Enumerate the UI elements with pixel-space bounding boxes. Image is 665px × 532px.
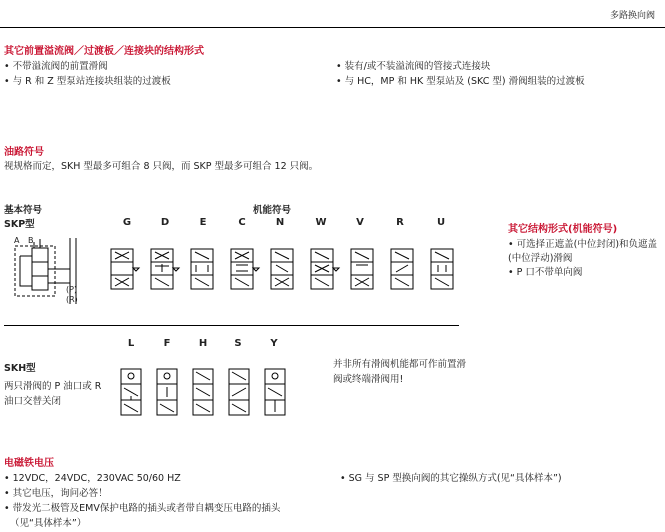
other-struct-line-3: • P 口不带单向阀 — [508, 267, 583, 278]
valve-symbol-icon — [350, 248, 382, 290]
sec3-left-2: • 其它电压，询问必答！ — [4, 488, 108, 499]
sec1-left-2: • 与 R 和 Z 型泵站连接块组装的过渡板 — [4, 76, 171, 87]
func-symbol-f — [156, 368, 180, 418]
func-symbol-w — [310, 248, 342, 290]
page-header-right: 多路换向阀 — [610, 11, 656, 21]
func-symbol-d — [150, 248, 182, 290]
sec2-text: 视规格而定，SKH 型最多可组合 8 只阀，而 SKP 型最多可组合 12 只阀。 — [4, 161, 319, 172]
func-symbol-u — [430, 248, 462, 290]
func-symbol-v — [350, 248, 382, 290]
sec3-left-3: • 带发光二极管及EMV保护电路的插头或者带自耦变压电路的插头 — [4, 503, 281, 514]
func-symbol-l — [120, 368, 144, 418]
func-letter-l: L — [127, 338, 135, 349]
valve-symbol-icon — [192, 368, 216, 418]
note-line-2: 阀或终端滑阀用! — [333, 374, 404, 385]
func-symbol-c — [230, 248, 262, 290]
port-a: A — [14, 236, 20, 245]
valve-symbol-icon — [264, 368, 288, 418]
func-letter-r: R — [396, 217, 404, 228]
port-p: (P) — [66, 285, 78, 294]
other-struct-title: 其它结构形式(机能符号) — [508, 224, 618, 235]
sec1-right-1: • 装有/或不装溢流阀的管接式连接块 — [336, 61, 491, 72]
valve-symbol-icon — [156, 368, 180, 418]
skh-line-1: 两只滑阀的 P 油口或 R — [4, 381, 102, 392]
func-symbol-y — [264, 368, 288, 418]
func-letter-w: W — [315, 217, 327, 228]
func-symbol-g — [110, 248, 142, 290]
other-struct-line-2: (中位浮动)滑阀 — [508, 253, 573, 264]
func-symbol-e — [190, 248, 222, 290]
func-letter-y: Y — [270, 338, 278, 349]
sec1-left-1: • 不带溢流阀的前置滑阀 — [4, 61, 108, 72]
note-line-1: 并非所有滑阀机能都可作前置滑 — [333, 359, 467, 370]
func-letter-h: H — [198, 338, 208, 349]
func-symbol-n — [270, 248, 302, 290]
func-letter-d: D — [160, 217, 170, 228]
valve-symbol-icon — [110, 248, 142, 290]
valve-symbol-icon — [120, 368, 144, 418]
func-symbol-s — [228, 368, 252, 418]
function-heading: 机能符号 — [253, 205, 292, 216]
func-symbol-r — [390, 248, 422, 290]
func-letter-g: G — [122, 217, 132, 228]
sec3-left-1: • 12VDC，24VDC，230VAC 50/60 HZ — [4, 473, 181, 484]
valve-symbol-icon — [390, 248, 422, 290]
skh-title: SKH型 — [4, 363, 36, 374]
func-letter-v: V — [356, 217, 364, 228]
func-symbol-h — [192, 368, 216, 418]
valve-symbol-icon — [310, 248, 342, 290]
skp-label: SKP型 — [4, 219, 35, 230]
sec2-title: 油路符号 — [4, 147, 44, 158]
sec1-title: 其它前置溢流阀／过渡板／连接块的结构形式 — [4, 46, 204, 57]
func-letter-u: U — [436, 217, 446, 228]
func-letter-e: E — [199, 217, 207, 228]
sec3-right-1: • SG 与 SP 型换向阀的其它操纵方式(见“具体样本”) — [340, 473, 562, 484]
sec3-left-4: （见“具体样本”） — [10, 518, 87, 529]
valve-symbol-icon — [270, 248, 302, 290]
func-letter-c: C — [238, 217, 246, 228]
func-letter-f: F — [163, 338, 171, 349]
func-letter-n: N — [275, 217, 285, 228]
port-b: B — [28, 236, 34, 245]
other-struct-line-1: • 可选择正遮盖(中位封闭)和负遮盖 — [508, 239, 658, 250]
func-letter-s: S — [234, 338, 242, 349]
skh-line-2: 油口交替关闭 — [4, 396, 62, 407]
header-rule — [0, 27, 665, 28]
valve-symbol-icon — [150, 248, 182, 290]
valve-symbol-icon — [190, 248, 222, 290]
sec1-right-2: • 与 HC，MP 和 HK 型泵站及 (SKC 型) 滑阀组装的过渡板 — [336, 76, 585, 87]
separator-row1 — [4, 325, 459, 326]
valve-symbol-icon — [230, 248, 262, 290]
sec3-title: 电磁铁电压 — [4, 458, 54, 469]
valve-symbol-icon — [430, 248, 462, 290]
valve-symbol-icon — [228, 368, 252, 418]
port-r: (R) — [66, 295, 78, 304]
basic-heading: 基本符号 — [4, 205, 43, 216]
